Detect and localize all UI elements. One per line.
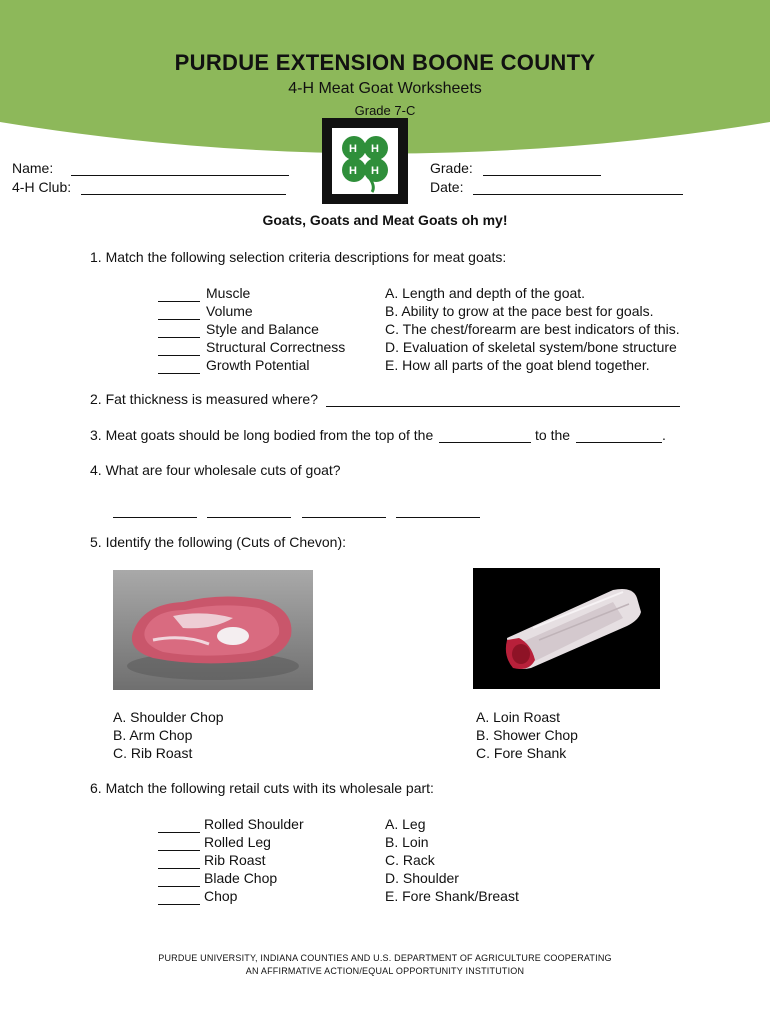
list-item: Structural Correctness xyxy=(158,338,345,356)
q2-answer-line[interactable] xyxy=(326,392,680,407)
footer-line-2: AN AFFIRMATIVE ACTION/EQUAL OPPORTUNITY INSTITUTION xyxy=(245,966,525,976)
list-item: C. Rib Roast xyxy=(113,745,193,761)
list-item: Blade Chop xyxy=(158,869,304,887)
grade-label: Grade: xyxy=(430,160,473,176)
list-item: A. Shoulder Chop xyxy=(113,709,224,725)
meat-cut-photo-2 xyxy=(473,568,660,689)
list-item: E. Fore Shank/Breast xyxy=(385,888,519,904)
question-6: 6. Match the following retail cuts with its wholesale part: xyxy=(90,780,434,796)
club-field[interactable] xyxy=(12,179,286,195)
question-3: 3. Meat goats should be long bodied from the top of the to the . xyxy=(90,427,666,443)
question-5: 5. Identify the following (Cuts of Chevon): xyxy=(90,534,347,550)
q6-left-list xyxy=(158,815,304,905)
list-item: A. Loin Roast xyxy=(476,709,561,725)
question-2: 2. Fat thickness is measured where? xyxy=(90,391,680,407)
q1-left-list xyxy=(158,284,345,374)
list-item: C. Fore Shank xyxy=(476,745,567,761)
4h-clover-logo xyxy=(322,118,408,204)
list-item: B. Ability to grow at the pace best for goals. xyxy=(385,303,654,319)
q1-right-list xyxy=(385,284,680,374)
name-label: Name: xyxy=(12,160,54,176)
clover-icon xyxy=(332,128,398,194)
question-1: 1. Match the following selection criteria descriptions for meat goats: xyxy=(90,249,507,265)
list-item: A. Leg xyxy=(385,816,426,832)
list-item: Rolled Leg xyxy=(158,833,304,851)
list-item: Muscle xyxy=(158,284,345,302)
grade-level: Grade 7-C xyxy=(354,103,416,118)
footer-line-1: PURDUE UNIVERSITY, INDIANA COUNTIES AND U.S. DEPARTMENT OF AGRICULTURE COOPERATING xyxy=(158,953,612,963)
list-item: B. Loin xyxy=(385,834,429,850)
list-item: B. Arm Chop xyxy=(113,727,193,743)
list-item: Chop xyxy=(158,887,304,905)
grade-line[interactable] xyxy=(483,161,601,176)
list-item: D. Evaluation of skeletal system/bone structure xyxy=(385,339,677,355)
grade-field[interactable] xyxy=(430,160,601,176)
list-item: C. Rack xyxy=(385,852,435,868)
list-item: C. The chest/forearm are best indicators of this. xyxy=(385,321,680,337)
svg-text:H: H xyxy=(349,143,357,155)
q6-right-list xyxy=(385,815,519,905)
page-title: PURDUE EXTENSION BOONE COUNTY xyxy=(174,50,596,75)
list-item: Rib Roast xyxy=(158,851,304,869)
q3-answer-line-2[interactable] xyxy=(576,428,662,443)
list-item: Rolled Shoulder xyxy=(158,815,304,833)
q3-answer-line-1[interactable] xyxy=(439,428,531,443)
list-item: E. How all parts of the goat blend together. xyxy=(385,357,650,373)
page-subtitle: 4-H Meat Goat Worksheets xyxy=(288,80,482,97)
section-heading: Goats, Goats and Meat Goats oh my! xyxy=(262,212,508,228)
q5-left-options xyxy=(113,708,224,762)
list-item: D. Shoulder xyxy=(385,870,459,886)
list-item: Style and Balance xyxy=(158,320,345,338)
name-field[interactable] xyxy=(12,160,289,176)
list-item: Volume xyxy=(158,302,345,320)
q4-answer-lines xyxy=(113,500,480,518)
list-item: B. Shower Chop xyxy=(476,727,578,743)
club-label: 4-H Club: xyxy=(12,179,72,195)
svg-text:H: H xyxy=(371,165,379,177)
date-field[interactable] xyxy=(430,179,683,195)
club-line[interactable] xyxy=(81,180,286,195)
date-label: Date: xyxy=(430,179,464,195)
svg-text:H: H xyxy=(349,165,357,177)
name-line[interactable] xyxy=(71,161,289,176)
list-item: A. Length and depth of the goat. xyxy=(385,285,586,301)
date-line[interactable] xyxy=(473,180,683,195)
meat-cut-photo-1 xyxy=(113,570,313,690)
q5-right-options xyxy=(476,708,578,762)
question-4: 4. What are four wholesale cuts of goat? xyxy=(90,462,341,478)
svg-text:H: H xyxy=(371,143,379,155)
list-item: Growth Potential xyxy=(158,356,345,374)
